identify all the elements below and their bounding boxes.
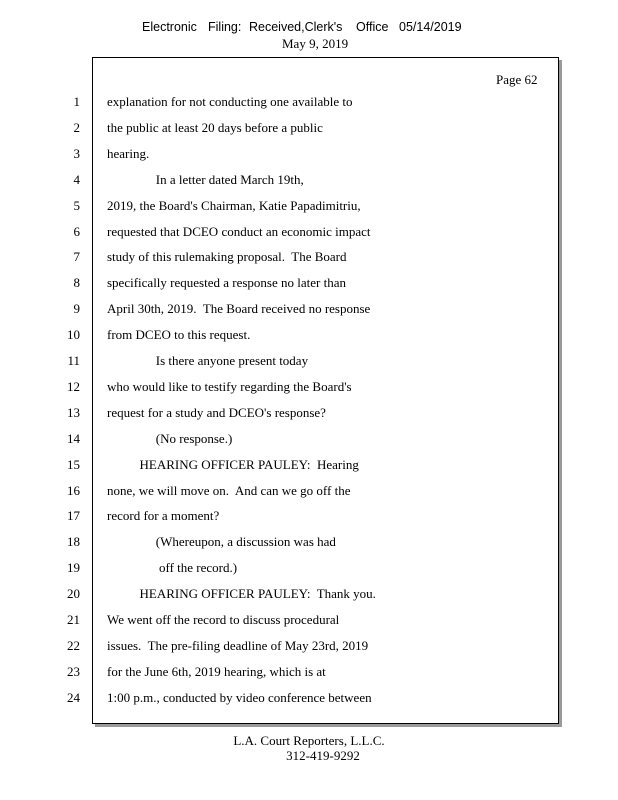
line-text: April 30th, 2019. The Board received no response: [107, 301, 371, 317]
transcript-line: [0, 586, 618, 606]
line-text: (No response.): [107, 430, 233, 446]
line-number: 7: [73, 249, 80, 265]
filing-word-filing: Filing:: [208, 20, 242, 34]
filing-date-stamp: 05/14/2019: [399, 20, 462, 34]
line-number: 3: [73, 145, 80, 161]
transcript-line: [0, 534, 618, 554]
transcript-line: [0, 172, 618, 192]
transcript-line: [0, 327, 618, 347]
transcript-line: [0, 612, 618, 632]
filing-word-received: Received,Clerk's: [249, 20, 343, 34]
transcript-line: [0, 249, 618, 269]
line-text: explanation for not conducting one available to: [107, 94, 353, 109]
transcript-line: [0, 405, 618, 425]
line-number: 17: [67, 508, 80, 524]
line-text: study of this rulemaking proposal. The Board: [107, 249, 347, 265]
line-text: hearing.: [107, 145, 150, 161]
reporter-phone: 312-419-9292: [286, 748, 360, 763]
filing-word-office: Office: [356, 20, 389, 34]
line-number: 8: [73, 275, 80, 291]
transcript-line: [0, 353, 618, 373]
transcript-line: [0, 690, 618, 710]
line-number: 20: [67, 586, 80, 602]
line-text: requested that DCEO conduct an economic impact: [107, 223, 371, 239]
line-text: off the record.): [107, 560, 238, 576]
line-number: 19: [67, 560, 80, 576]
line-text: request for a study and DCEO's response?: [107, 404, 326, 420]
line-number: 12: [67, 378, 80, 394]
line-text: In a letter dated March 19th,: [107, 171, 304, 187]
transcript-line: [0, 120, 618, 140]
transcript-line: [0, 94, 618, 114]
transcript-line: [0, 198, 618, 218]
transcript-line: [0, 483, 618, 503]
line-number: 1: [73, 94, 80, 109]
transcript-date: May 9, 2019: [282, 36, 349, 51]
line-text: the public at least 20 days before a public: [107, 119, 323, 135]
line-number: 10: [67, 327, 80, 343]
footer: [0, 733, 618, 763]
line-text: Is there anyone present today: [107, 353, 309, 368]
transcript-line: [0, 457, 618, 477]
line-number: 9: [73, 301, 80, 317]
line-text: record for a moment?: [107, 508, 220, 524]
line-text: from DCEO to this request.: [107, 327, 251, 343]
line-number: 4: [73, 171, 80, 187]
transcript-line: [0, 431, 618, 451]
transcript-line: [0, 508, 618, 528]
transcript-line: [0, 379, 618, 399]
line-text: 1:00 p.m., conducted by video conference between: [107, 689, 372, 705]
line-text: none, we will move on. And can we go off the: [107, 482, 351, 498]
line-number: 11: [67, 353, 80, 368]
transcript-line: [0, 301, 618, 321]
line-text: (Whereupon, a discussion was had: [107, 534, 336, 550]
filing-word-electronic: Electronic: [142, 20, 197, 34]
line-number: 15: [67, 456, 80, 472]
line-number: 21: [67, 612, 80, 627]
line-number: 5: [73, 197, 80, 213]
transcript-line: [0, 275, 618, 295]
transcript-line: [0, 638, 618, 658]
page-number: Page 62: [496, 72, 538, 87]
reporter-company: L.A. Court Reporters, L.L.C.: [233, 733, 385, 748]
line-number: 18: [67, 534, 80, 550]
transcript-line: [0, 146, 618, 166]
line-text: HEARING OFFICER PAULEY: Thank you.: [107, 586, 376, 602]
line-number: 24: [67, 689, 80, 705]
line-text: We went off the record to discuss procedural: [107, 612, 340, 627]
line-number: 6: [73, 223, 80, 239]
transcript-line: [0, 224, 618, 244]
line-text: 2019, the Board's Chairman, Katie Papadimitriu,: [107, 197, 361, 213]
line-number: 23: [67, 663, 80, 679]
line-text: HEARING OFFICER PAULEY: Hearing: [107, 456, 359, 472]
line-text: who would like to testify regarding the Board's: [107, 378, 352, 394]
line-number: 14: [67, 430, 80, 446]
line-number: 16: [67, 482, 80, 498]
line-number: 22: [67, 637, 80, 653]
line-number: 2: [73, 119, 80, 135]
transcript-line: [0, 560, 618, 580]
line-number: 13: [67, 404, 80, 420]
line-text: for the June 6th, 2019 hearing, which is at: [107, 663, 326, 679]
line-text: specifically requested a response no later than: [107, 275, 346, 291]
line-text: issues. The pre-filing deadline of May 23rd, 2019: [107, 637, 369, 653]
transcript-line: [0, 664, 618, 684]
